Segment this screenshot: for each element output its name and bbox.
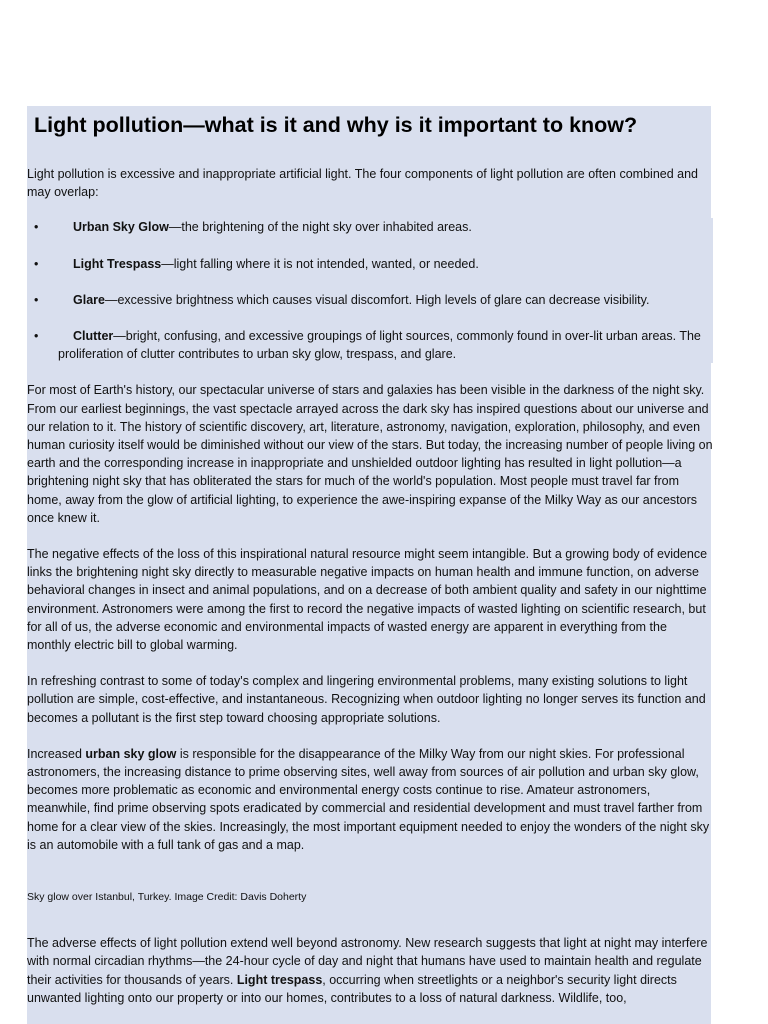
image-caption: Sky glow over Istanbul, Turkey. Image Credit: Davis Doherty: [27, 891, 307, 904]
components-list: [27, 218, 713, 363]
article: [27, 106, 713, 1007]
body-paragraph-trespass: [27, 934, 713, 1007]
text-run: Increased: [27, 746, 86, 761]
term-description: —the brightening of the night sky over inhabited areas.: [168, 220, 472, 235]
bullet-icon: •: [34, 256, 39, 271]
bullet-icon: •: [34, 220, 39, 235]
term-description: —light falling where it is not intended, wanted, or needed.: [161, 256, 479, 271]
body-paragraph-history: For most of Earth's history, our spectacular universe of stars and galaxies has been visible in the darkness of the night sky. From our earliest beginnings, the vast spectacle arrayed across the dark sky has inspired questions about our universe and our relation to it. The history of scientific discovery, art, literature, astronomy, navigation, exploration, philosophy, and even human curiosity itself would be diminished without our view of the stars. But today, the increasing number of people living on earth and the corresponding increase in inappropriate and unshielded outdoor lighting has resulted in light pollution—a brightening night sky that has obliterated the stars for much of the world's population. Most people must travel far from home, away from the glow of artificial lighting, to experience the awe-inspiring expanse of the Milky Way as our ancestors once knew it.: [27, 383, 713, 525]
text-run: The adverse effects of light pollution extend well beyond astronomy. New research suggests that light at night may interfere with normal circadian rhythms—the 24-hour cycle of day and night that humans have used to maintain health and regulate their activities for thousands of years.: [27, 936, 708, 987]
text-run: is responsible for the disappearance of the Milky Way from our night skies. For professional astronomers, the increasing distance to prime observing sites, well away from sources of air pollution and urban sky glow, becomes more problematic as economic and environmental energy costs continue to rise. Amateur astronomers, meanwhile, find prime observing spots eradicated by commercial and residential development and must travel farther from home for a clear view of the skies. Increasingly, the most important equipment needed to enjoy the wonders of the night sky is an automobile with a full tank of gas and a map.: [27, 746, 710, 852]
bold-term-urban-sky-glow: urban sky glow: [85, 746, 177, 761]
term-light-trespass: Light Trespass: [73, 256, 162, 271]
bullet-icon: •: [34, 292, 39, 307]
body-paragraph-solutions: In refreshing contrast to some of today's complex and lingering environmental problems, many existing solutions to light pollution are simple, cost-effective, and instantaneous. Recognizing when outdoor lighting no longer serves its function and becomes a pollutant is the first step toward choosing appropriate solutions.: [27, 674, 706, 725]
term-clutter: Clutter: [73, 329, 114, 344]
body-paragraph-effects: The negative effects of the loss of this inspirational natural resource might seem intangible. But a growing body of evidence links the brightening night sky directly to measurable negative impacts on human health and immune function, on adverse behavioral changes in insect and animal populations, and on a decrease of both ambient quality and safety in our nighttime environment. Astronomers were among the first to record the negative impacts of wasted lighting on scientific research, but for all of us, the adverse economic and environmental impacts of wasted energy are apparent in everything from the monthly electric bill to global warming.: [27, 547, 708, 653]
bold-term-light-trespass: Light trespass: [236, 972, 323, 987]
list-item: [27, 255, 713, 273]
article-title: Light pollution—what is it and why is it important to know?: [34, 113, 638, 137]
term-description: —excessive brightness which causes visual discomfort. High levels of glare can decrease visibility.: [104, 292, 650, 307]
bullet-icon: •: [34, 329, 39, 344]
intro-paragraph: Light pollution is excessive and inappropriate artificial light. The four components of light pollution are often combined and may overlap:: [27, 167, 699, 200]
term-urban-sky-glow: Urban Sky Glow: [73, 220, 169, 235]
list-item: [27, 218, 713, 236]
list-item: [27, 291, 713, 309]
term-description: —bright, confusing, and excessive groupings of light sources, commonly found in over-lit urban areas. The proliferation of clutter contributes to urban sky glow, trespass, and glare.: [58, 329, 701, 362]
body-paragraph-sky-glow: [27, 745, 713, 854]
text-run: , occurring when streetlights or a neighbor's security light directs unwanted lighting onto our property or into our homes, contributes to a loss of natural darkness. Wildlife, too,: [27, 972, 677, 1005]
list-item: [27, 327, 713, 363]
term-glare: Glare: [73, 292, 105, 307]
